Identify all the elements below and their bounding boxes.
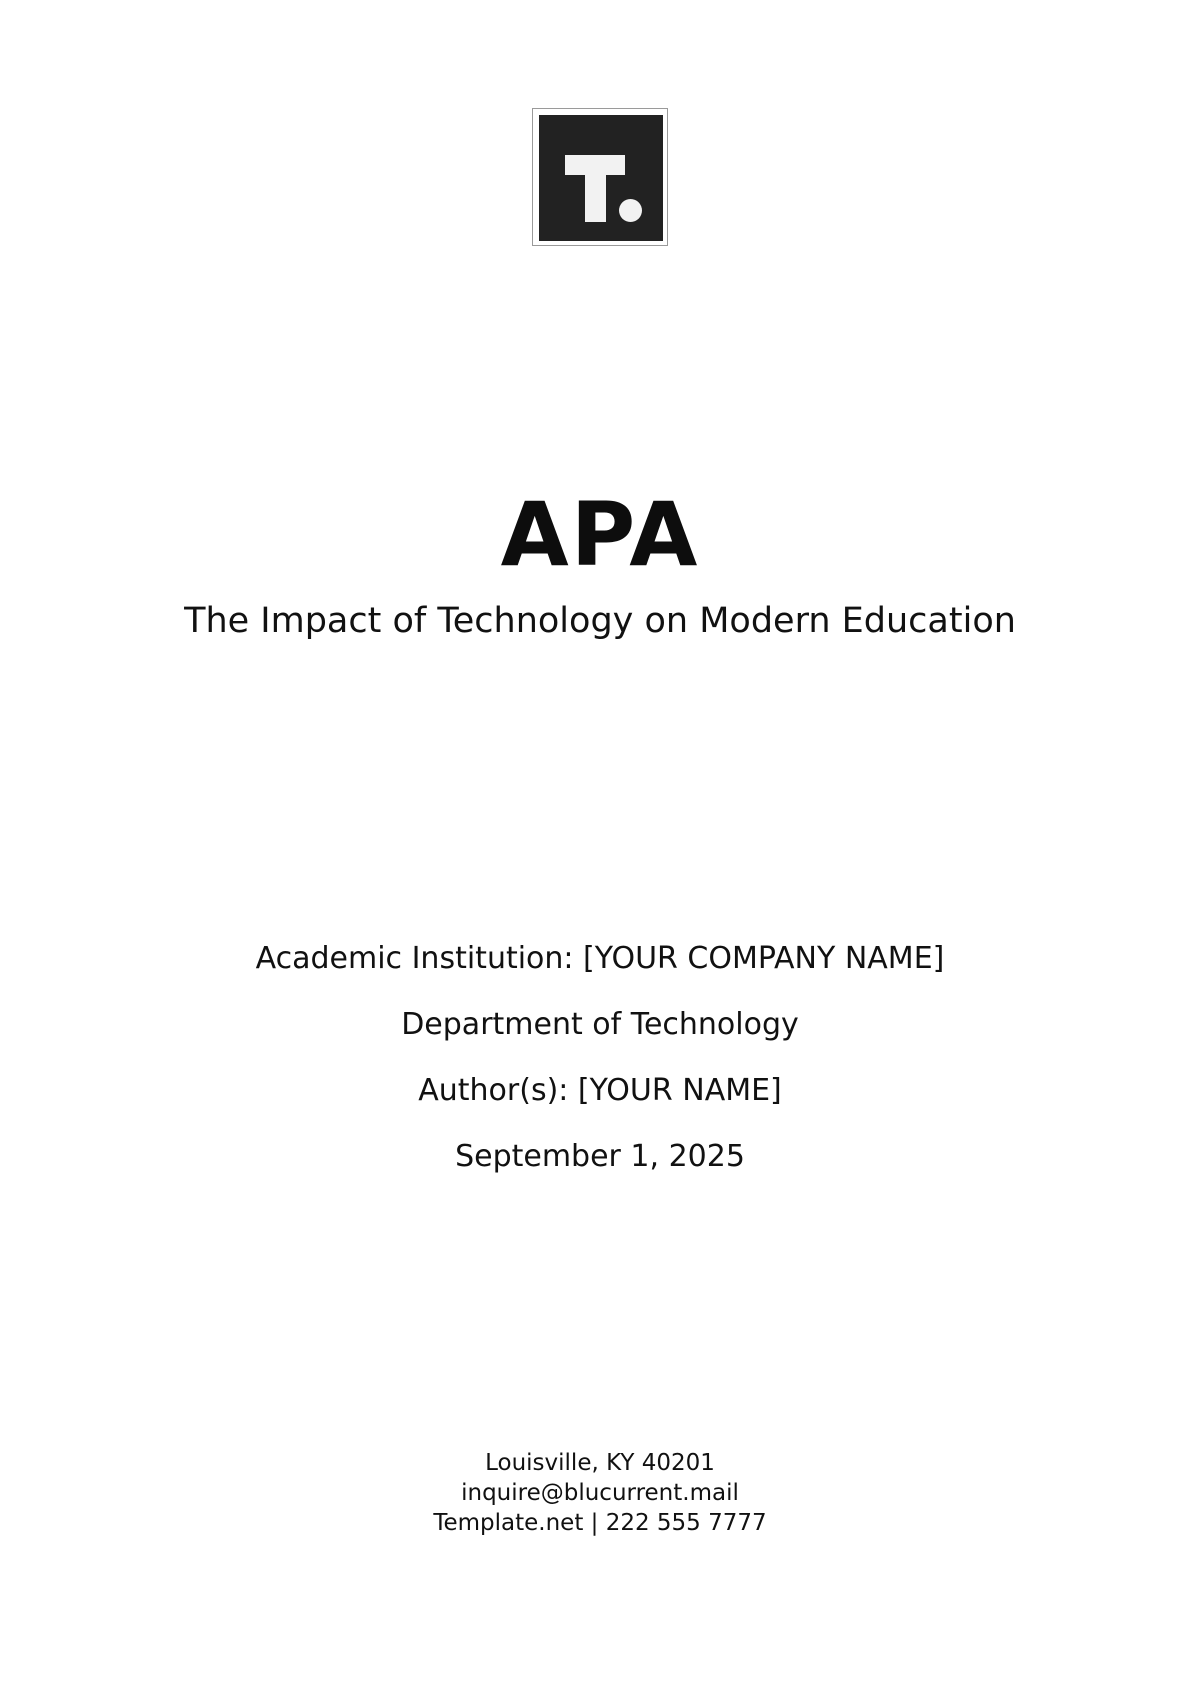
logo-dot	[619, 199, 642, 222]
template-t-logo-icon	[539, 115, 663, 241]
website-phone-line: Template.net | 222 555 7777	[433, 1510, 767, 1536]
institution-line: Academic Institution: [YOUR COMPANY NAME]	[255, 941, 945, 976]
logo-t-stem	[585, 155, 606, 222]
paper-details	[0, 938, 1200, 1202]
authors-line: Author(s): [YOUR NAME]	[418, 1073, 782, 1108]
document-subtitle: The Impact of Technology on Modern Education	[184, 601, 1016, 641]
document-title: APA	[500, 483, 700, 586]
date-line: September 1, 2025	[455, 1139, 745, 1174]
department-line: Department of Technology	[401, 1007, 799, 1042]
company-logo	[532, 108, 668, 246]
address-line: Louisville, KY 40201	[485, 1450, 715, 1476]
contact-info	[0, 1448, 1200, 1538]
email-line: inquire@blucurrent.mail	[461, 1480, 739, 1506]
